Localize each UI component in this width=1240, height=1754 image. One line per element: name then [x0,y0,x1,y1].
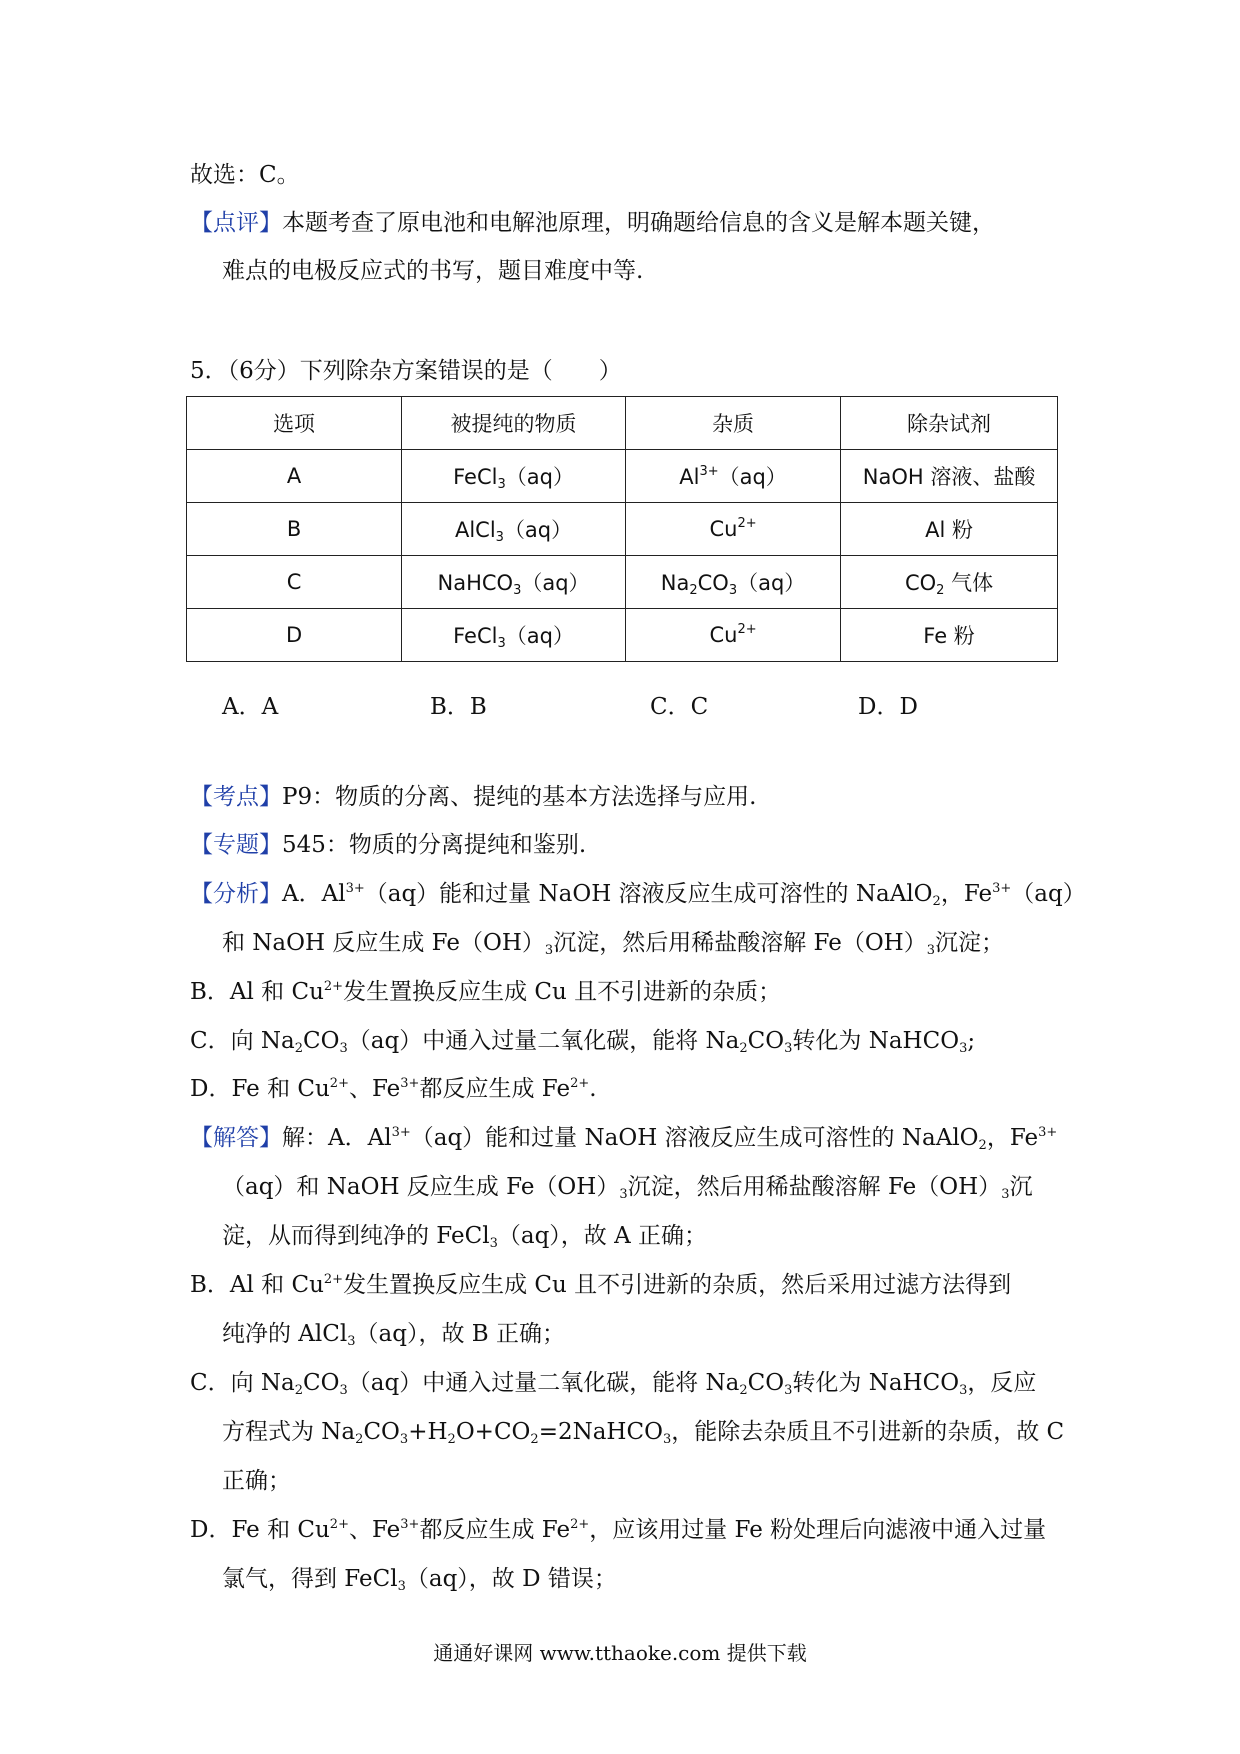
page-footer: 通通好课网 www.tthaoke.com 提供下载 [433,1641,807,1665]
table-header-row [187,397,1058,450]
option-c: C．C [650,694,709,720]
jieda-line-10: 氯气，得到 FeCl$_3$（aq），故 D 错误； [222,1566,617,1594]
fenxi-line-2: 和 NaOH 反应生成 $Fe(OH)_3$沉淀，然后用稀盐酸溶解 $Fe(OH)_3$沉淀； [222,930,1005,958]
table-row [187,609,1058,662]
jieda-tag: 【解答】 [190,1125,282,1151]
table-row [187,503,1058,556]
header-impurity: 杂质 [625,397,840,450]
zhuanti-tag: 【专题】 [190,832,282,858]
purification-table [186,396,1058,662]
fenxi-tag: 【分析】 [190,881,282,907]
table-row [187,450,1058,503]
row-reagent: NaOH 溶液、盐酸 [841,450,1058,503]
jieda-line-5: 纯净的 AlCl$_3$（aq），故 B 正确； [222,1321,565,1349]
fenxi-line-1: 【分析】A．$Al^{3+}(aq)$能和过量 NaOH 溶液反应生成可溶性的 NaAlO$_2$，$Fe^{3+}(aq)$ [190,881,1086,909]
row-option: D [187,609,402,662]
jieda-line-3: 淀，从而得到纯净的 FeCl$_3$（aq），故 A 正确； [222,1223,708,1251]
option-a: A．A [222,694,279,720]
review-line-2: 难点的电极反应式的书写，题目难度中等. [222,258,644,284]
fenxi-line-c: C．向 $Na_2CO_3(aq)$中通入过量二氧化碳，能将 $Na_2CO_3$转化为 NaHCO$_3$; [190,1028,976,1056]
row-impurity: $Cu^{2+}$ [625,503,840,556]
row-substance: NaHCO$_3$（aq） [402,556,626,609]
zhuanti-line: 【专题】545：物质的分离提纯和鉴别. [190,832,587,858]
row-option: B [187,503,402,556]
fenxi-line-d: D．Fe 和 $Cu^{2+}$、$Fe^{3+}$都反应生成 $Fe^{2+}$. [190,1076,597,1102]
row-option: A [187,450,402,503]
row-reagent: $CO_2$ 气体 [841,556,1058,609]
review-tag: 【点评】 [190,210,282,236]
header-option: 选项 [187,397,402,450]
answer-options [222,688,1042,720]
jieda-line-9: D．Fe 和 $Cu^{2+}$、$Fe^{3+}$都反应生成 $Fe^{2+}$，应该用过量 Fe 粉处理后向滤液中通入过量 [190,1517,1047,1543]
header-substance: 被提纯的物质 [402,397,626,450]
row-reagent: Al 粉 [841,503,1058,556]
jieda-line-8: 正确； [222,1468,291,1494]
row-impurity: $Al^{3+}(aq)$ [625,450,840,503]
jieda-line-4: B．Al 和 $Cu^{2+}$发生置换反应生成 Cu 且不引进新的杂质，然后采用过滤方法得到 [190,1272,1012,1298]
row-substance: FeCl$_3$（aq） [402,450,626,503]
row-impurity: $Cu^{2+}$ [625,609,840,662]
answer-line: 故选：C。 [190,162,300,188]
option-b: B．B [430,694,487,720]
row-substance: AlCl$_3$（aq） [402,503,626,556]
jieda-line-7: 方程式为 $Na_2CO_3+H_2O+CO_2=2NaHCO_3$，能除去杂质且不引进新的杂质，故 C [222,1419,1065,1447]
kaodian-tag: 【考点】 [190,784,282,810]
review-line-1: 【点评】本题考查了原电池和电解池原理，明确题给信息的含义是解本题关键， [190,210,995,236]
table-row [187,556,1058,609]
question-stem: 5．（6分）下列除杂方案错误的是（ ） [190,358,622,384]
row-impurity: $Na_2CO_3(aq)$ [625,556,840,609]
row-reagent: Fe 粉 [841,609,1058,662]
row-option: C [187,556,402,609]
kaodian-line: 【考点】P9：物质的分离、提纯的基本方法选择与应用. [190,784,757,810]
header-reagent: 除杂试剂 [841,397,1058,450]
jieda-line-6: C．向 $Na_2CO_3(aq)$中通入过量二氧化碳，能将 $Na_2CO_3$转化为 NaHCO$_3$，反应 [190,1370,1037,1398]
option-d: D．D [858,694,918,720]
fenxi-line-b: B．Al 和 $Cu^{2+}$发生置换反应生成 Cu 且不引进新的杂质； [190,979,782,1005]
row-substance: FeCl$_3$（aq） [402,609,626,662]
jieda-line-1: 【解答】解：A．$Al^{3+}(aq)$能和过量 NaOH 溶液反应生成可溶性的 NaAlO$_2$，$Fe^{3+}$ [190,1125,1058,1153]
jieda-line-2: （aq）和 NaOH 反应生成 $Fe(OH)_3$沉淀，然后用稀盐酸溶解 $Fe(OH)_3$沉 [222,1174,1033,1202]
